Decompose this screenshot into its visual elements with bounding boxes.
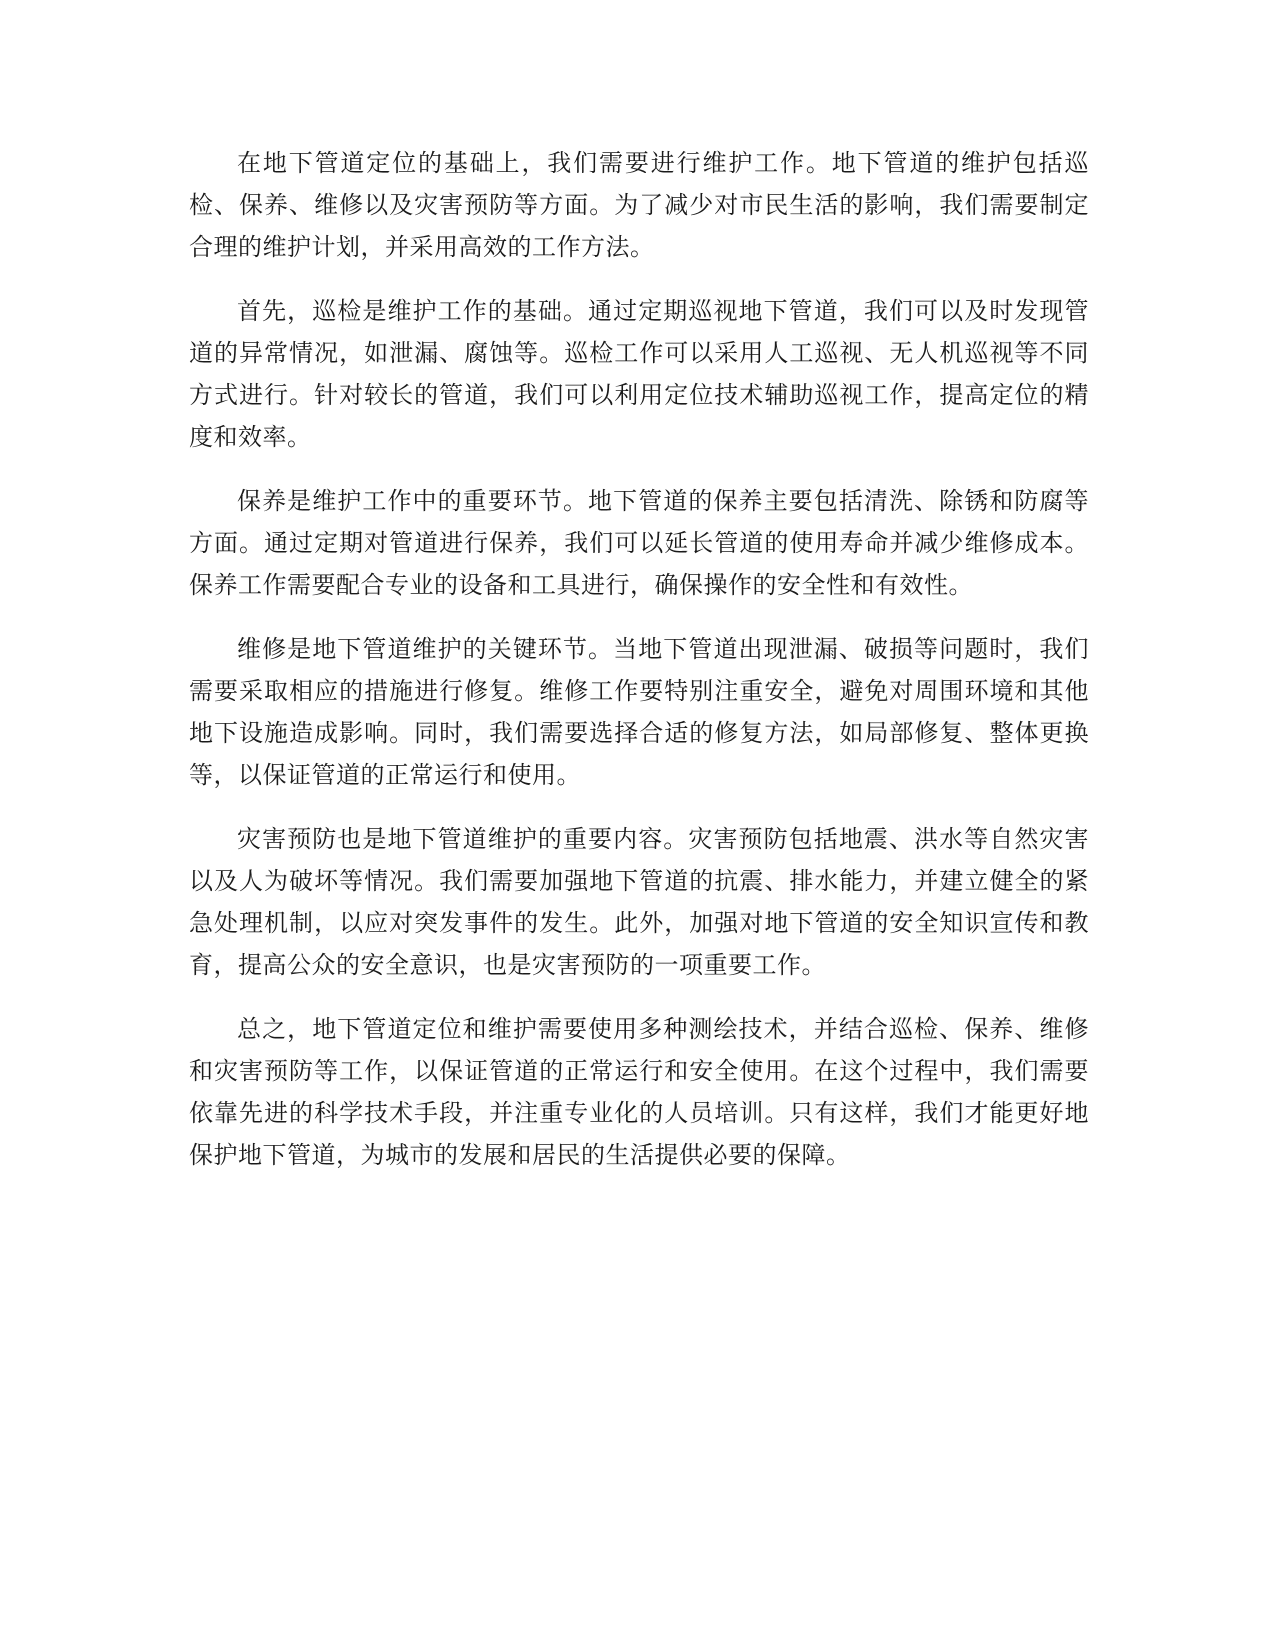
paragraph-inspection: 首先，巡检是维护工作的基础。通过定期巡视地下管道，我们可以及时发现管道的异常情况，如泄漏、腐蚀等。巡检工作可以采用人工巡视、无人机巡视等不同方式进行。针对较长的管道，我们可以利用定位技术辅助巡视工作，提高定位的精度和效率。 (189, 297, 1089, 451)
paragraph-disaster-prevention: 灾害预防也是地下管道维护的重要内容。灾害预防包括地震、洪水等自然灾害以及人为破坏等情况。我们需要加强地下管道的抗震、排水能力，并建立健全的紧急处理机制，以应对突发事件的发生。此外，加强对地下管道的安全知识宣传和教育，提高公众的安全意识，也是灾害预防的一项重要工作。 (189, 825, 1089, 979)
document-body (189, 142, 1089, 1198)
paragraph-upkeep: 保养是维护工作中的重要环节。地下管道的保养主要包括清洗、除锈和防腐等方面。通过定期对管道进行保养，我们可以延长管道的使用寿命并减少维修成本。保养工作需要配合专业的设备和工具进行，确保操作的安全性和有效性。 (189, 487, 1089, 599)
paragraph-conclusion: 总之，地下管道定位和维护需要使用多种测绘技术，并结合巡检、保养、维修和灾害预防等工作，以保证管道的正常运行和安全使用。在这个过程中，我们需要依靠先进的科学技术手段，并注重专业化的人员培训。只有这样，我们才能更好地保护地下管道，为城市的发展和居民的生活提供必要的保障。 (189, 1015, 1089, 1169)
paragraph-repair: 维修是地下管道维护的关键环节。当地下管道出现泄漏、破损等问题时，我们需要采取相应的措施进行修复。维修工作要特别注重安全，避免对周围环境和其他地下设施造成影响。同时，我们需要选择合适的修复方法，如局部修复、整体更换等，以保证管道的正常运行和使用。 (189, 635, 1089, 789)
paragraph-maintenance-intro: 在地下管道定位的基础上，我们需要进行维护工作。地下管道的维护包括巡检、保养、维修以及灾害预防等方面。为了减少对市民生活的影响，我们需要制定合理的维护计划，并采用高效的工作方法。 (189, 149, 1089, 261)
